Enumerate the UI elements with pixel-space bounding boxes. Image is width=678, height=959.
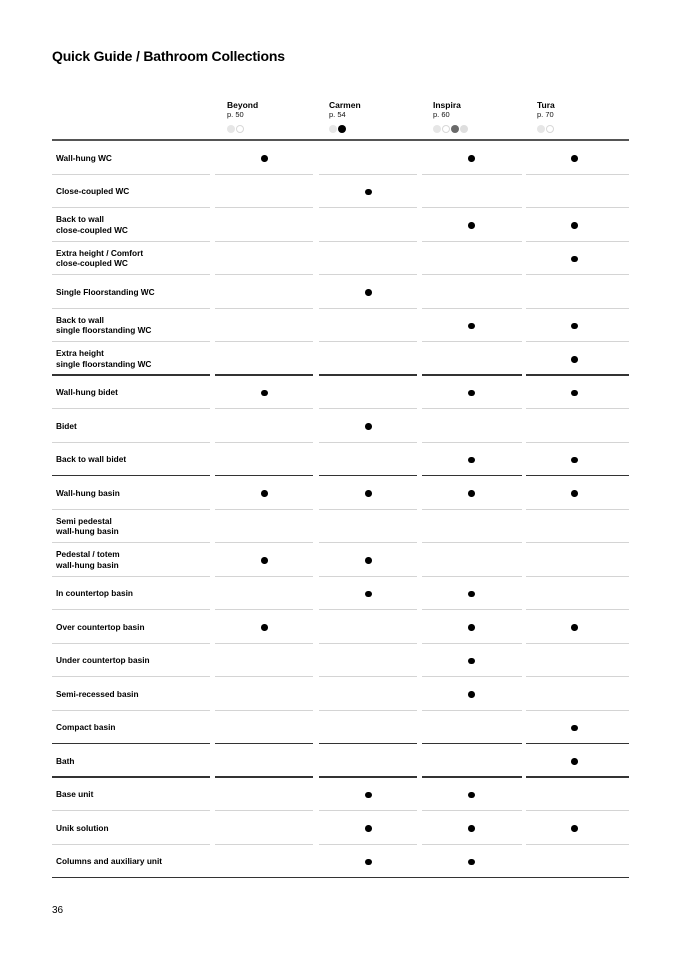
availability-dot-tura — [571, 390, 578, 397]
column-header-carmen — [329, 100, 419, 133]
color-swatch-light — [433, 125, 441, 133]
row-label: Single Floorstanding WC — [56, 286, 155, 297]
table-row — [52, 744, 629, 778]
row-label: Extra height single floorstanding WC — [56, 348, 152, 369]
availability-dot-beyond — [261, 390, 268, 397]
availability-dot-carmen — [365, 792, 372, 799]
table-row — [52, 543, 629, 577]
availability-dot-inspira — [468, 859, 475, 866]
table-row — [52, 845, 629, 879]
color-swatch-black — [338, 125, 346, 133]
color-swatch-white — [236, 125, 244, 133]
availability-dot-tura — [571, 155, 578, 162]
column-header-beyond — [227, 100, 317, 133]
collection-page-ref: p. 70 — [537, 110, 554, 119]
availability-dot-beyond — [261, 624, 268, 631]
collection-name: Inspira — [433, 100, 461, 110]
row-label: Under countertop basin — [56, 655, 150, 665]
table-row — [52, 677, 629, 711]
availability-dot-tura — [571, 256, 578, 263]
availability-dot-tura — [571, 490, 578, 497]
availability-dot-inspira — [468, 323, 475, 330]
table-row — [52, 711, 629, 745]
collection-page-ref: p. 60 — [433, 110, 450, 119]
availability-dot-tura — [571, 457, 578, 464]
table-row — [52, 610, 629, 644]
color-swatch-pale — [460, 125, 468, 133]
row-label: Semi-recessed basin — [56, 688, 139, 699]
availability-dot-carmen — [365, 189, 372, 196]
availability-dot-inspira — [468, 591, 475, 598]
row-label: Wall-hung bidet — [56, 387, 118, 397]
page-number: 36 — [52, 905, 64, 916]
color-swatch-light — [537, 125, 545, 133]
availability-dot-inspira — [468, 155, 475, 162]
row-label: Close-coupled WC — [56, 186, 130, 196]
color-swatches — [227, 124, 317, 133]
row-label: Back to wall close-coupled WC — [56, 214, 128, 235]
availability-dot-tura — [571, 725, 578, 732]
row-label: Over countertop basin — [56, 621, 145, 632]
availability-dot-tura — [571, 758, 578, 765]
color-swatch-white — [442, 125, 450, 133]
availability-dot-tura — [571, 323, 578, 330]
collections-table — [52, 141, 629, 878]
collection-name: Tura — [537, 100, 555, 110]
availability-dot-inspira — [468, 457, 475, 464]
availability-dot-inspira — [468, 222, 475, 229]
table-row — [52, 577, 629, 611]
color-swatch-white — [546, 125, 554, 133]
table-row — [52, 208, 629, 242]
row-label: Back to wall bidet — [56, 454, 127, 464]
availability-dot-beyond — [261, 155, 268, 162]
row-label: Bidet — [56, 420, 77, 431]
availability-dot-inspira — [468, 658, 475, 665]
table-row — [52, 476, 629, 510]
row-label: Wall-hung WC — [56, 152, 112, 163]
row-label: Semi pedestal wall-hung basin — [56, 515, 119, 537]
row-label: Compact basin — [56, 722, 116, 732]
row-label: In countertop basin — [56, 588, 133, 598]
table-row — [52, 443, 629, 477]
availability-dot-tura — [571, 825, 578, 832]
page-title: Quick Guide / Bathroom Collections — [52, 48, 285, 64]
row-label: Columns and auxiliary unit — [56, 856, 163, 866]
table-row — [52, 376, 629, 410]
collection-name: Beyond — [227, 100, 259, 110]
availability-dot-tura — [571, 222, 578, 229]
availability-dot-carmen — [365, 591, 372, 598]
availability-dot-carmen — [365, 423, 372, 430]
table-row — [52, 141, 629, 175]
availability-dot-carmen — [365, 289, 372, 296]
availability-dot-beyond — [261, 557, 268, 564]
availability-dot-tura — [571, 624, 578, 631]
table-row — [52, 275, 629, 309]
color-swatches — [537, 124, 627, 133]
row-label: Unik solution — [56, 822, 109, 833]
availability-dot-carmen — [365, 557, 372, 564]
row-divider — [52, 877, 629, 878]
row-label: Extra height / Comfort close-coupled WC — [56, 247, 144, 269]
collection-page-ref: p. 54 — [329, 110, 346, 119]
table-row — [52, 409, 629, 443]
availability-dot-inspira — [468, 490, 475, 497]
availability-dot-inspira — [468, 390, 475, 397]
column-header-tura — [537, 100, 627, 133]
collection-name: Carmen — [329, 100, 361, 110]
table-row — [52, 175, 629, 209]
color-swatches — [433, 124, 523, 133]
collection-page-ref: p. 50 — [227, 110, 244, 119]
color-swatch-light — [227, 125, 235, 133]
availability-dot-inspira — [468, 624, 475, 631]
availability-dot-inspira — [468, 691, 475, 698]
availability-dot-tura — [571, 356, 578, 363]
availability-dot-inspira — [468, 825, 475, 832]
row-label: Bath — [56, 755, 75, 766]
color-swatches — [329, 124, 419, 133]
availability-dot-inspira — [468, 792, 475, 799]
table-row — [52, 811, 629, 845]
color-swatch-light — [329, 125, 337, 133]
availability-dot-beyond — [261, 490, 268, 497]
table-row — [52, 778, 629, 812]
table-row — [52, 342, 629, 376]
availability-dot-carmen — [365, 859, 372, 866]
availability-dot-carmen — [365, 825, 372, 832]
row-label: Back to wall single floorstanding WC — [56, 314, 152, 336]
table-row — [52, 644, 629, 678]
color-swatch-grey — [451, 125, 459, 133]
row-label: Base unit — [56, 789, 94, 799]
row-label: Pedestal / totem wall-hung basin — [56, 549, 120, 570]
column-header-inspira — [433, 100, 523, 133]
table-row — [52, 510, 629, 544]
availability-dot-carmen — [365, 490, 372, 497]
table-row — [52, 242, 629, 276]
row-label: Wall-hung basin — [56, 487, 120, 498]
table-row — [52, 309, 629, 343]
